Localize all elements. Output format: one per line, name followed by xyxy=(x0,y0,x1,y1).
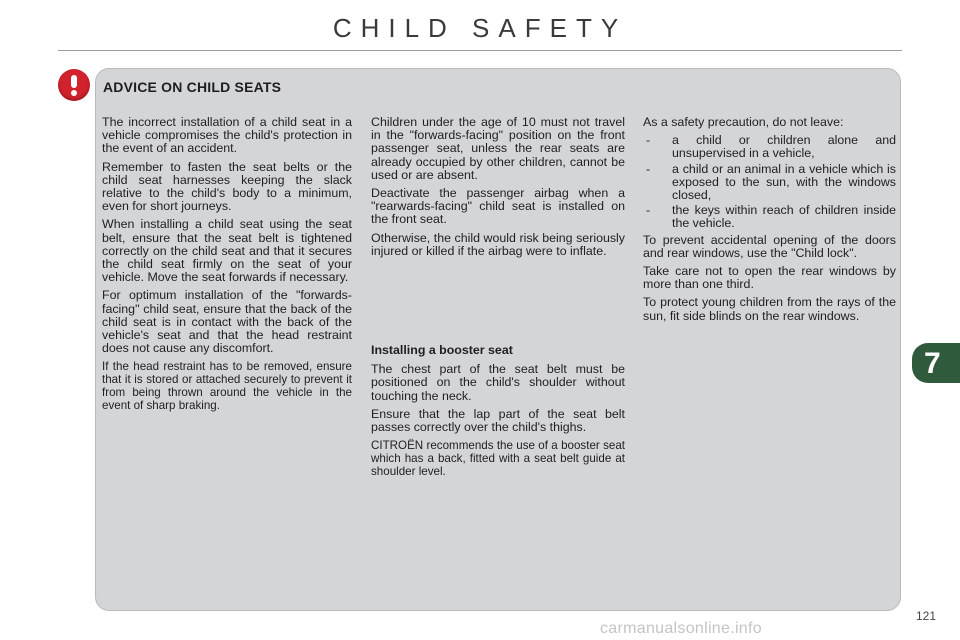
paragraph: As a safety precaution, do not leave: xyxy=(643,115,844,129)
page-number: 121 xyxy=(916,609,937,623)
chapter-number: 7 xyxy=(924,347,941,380)
list-item: - a child or children alone and unsupervised in a vehicle, xyxy=(643,134,896,160)
paragraph: When installing a child seat using the seat belt, ensure that the seat belt is tightened correctly on the child seat and that it secures the child seat firmly on the seat of your vehicle. Move the seat forwards if necessary. xyxy=(102,217,352,285)
list-item: - the keys within reach of children inside the vehicle. xyxy=(643,204,896,230)
column-1 xyxy=(102,116,352,417)
exclamation-warning-icon xyxy=(58,69,90,101)
paragraph: Ensure that the lap part of the seat belt passes correctly over the child's thighs. xyxy=(371,406,625,435)
paragraph: Otherwise, the child would risk being seriously injured or killed if the airbag were to inflate. xyxy=(371,230,625,258)
paragraph: CITROËN recommends the use of a booster seat which has a back, fitted with a seat belt guide at shoulder level. xyxy=(371,439,625,479)
chapter-tab xyxy=(912,343,960,383)
paragraph: To prevent accidental opening of the doors and rear windows, use the "Child lock". xyxy=(643,232,896,260)
page-title: CHILD SAFETY xyxy=(332,13,628,43)
paragraph: If the head restraint has to be removed, ensure that it is stored or attached securely to prevent it from being thrown around the vehicle in the event of sharp braking. xyxy=(102,360,352,413)
section-heading: ADVICE ON CHILD SEATS xyxy=(103,79,282,95)
booster-seat-heading: Installing a booster seat xyxy=(371,343,513,358)
list-item: - a child or an animal in a vehicle which is exposed to the sun, with the windows closed, xyxy=(643,163,896,203)
title-divider xyxy=(58,50,902,51)
paragraph: For optimum installation of the "forwards-facing" child seat, ensure that the back of the child seat is in contact with the back of the vehicle's seat and that the head restraint does not cause any discomfort. xyxy=(102,288,352,356)
paragraph: To protect young children from the rays of the sun, fit side blinds on the rear windows. xyxy=(643,295,896,323)
paragraph: The incorrect installation of a child seat in a vehicle compromises the child's protection in the event of an accident. xyxy=(102,115,352,156)
paragraph: Deactivate the passenger airbag when a "rearwards-facing" child seat is installed on the front seat. xyxy=(371,186,625,227)
watermark: carmanualsonline.info xyxy=(600,620,762,637)
paragraph: The chest part of the seat belt must be positioned on the child's shoulder without touching the neck. xyxy=(371,362,625,403)
column-2 xyxy=(371,116,625,483)
paragraph: Remember to fasten the seat belts or the child seat harnesses keeping the slack relative to the child's body to a minimum, even for short journeys. xyxy=(102,159,352,214)
paragraph: Take care not to open the rear windows by more than one third. xyxy=(643,264,896,292)
column-3 xyxy=(643,116,896,328)
precaution-list xyxy=(643,134,896,230)
paragraph: Children under the age of 10 must not travel in the "forwards-facing" position on the front passenger seat, unless the rear seats are already occupied by other children, cannot be used or are absent. xyxy=(371,115,625,182)
